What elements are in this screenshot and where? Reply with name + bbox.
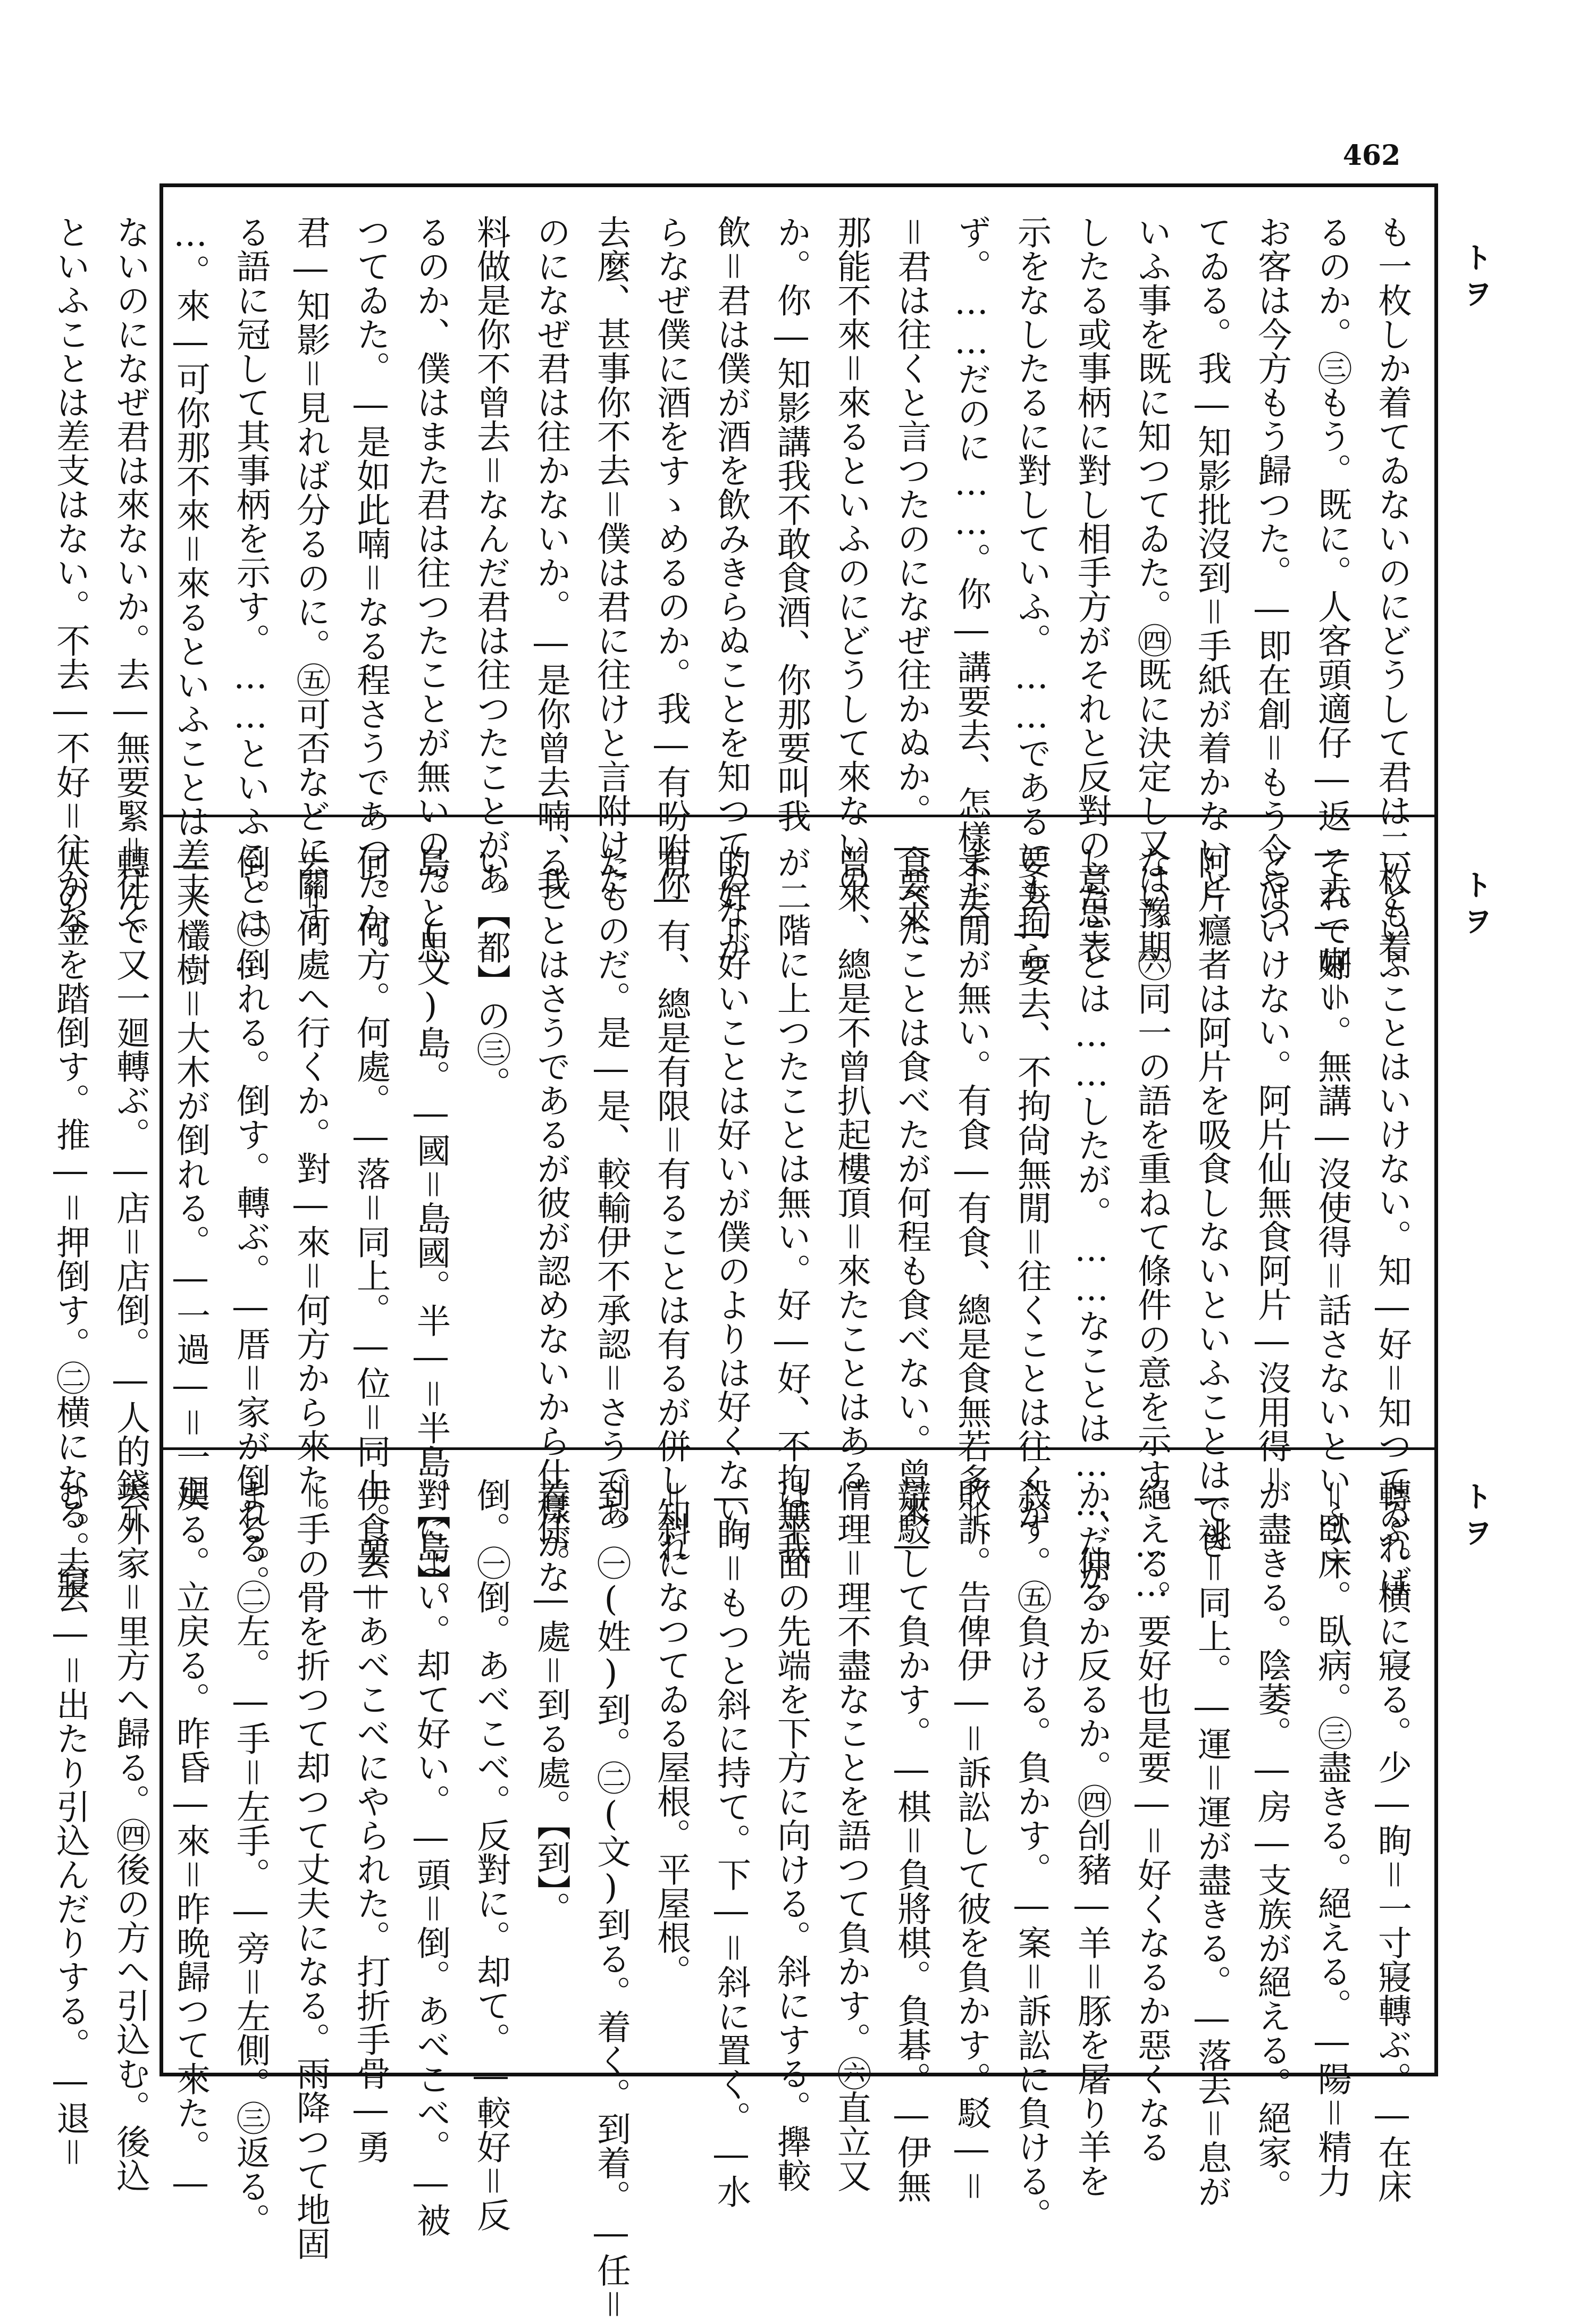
text-column: 何。何方。何處。―落＝同上。―位＝同上。要― [351,845,390,1610]
text-column: 去＝何處へ行くか。對―來＝何方から來た。 [291,845,330,1531]
text-column: 對によい。却て好い。―頭＝倒。あべこべ。―被 [411,1478,450,2237]
text-column: したる或事柄に對し相手方がそれと反對の意思表 [1072,215,1111,963]
text-column: ＝斜になつてゐる屋根。平屋根。 [651,1478,691,1988]
text-column: ることはさうであるが彼が認めないから仕樣がな [531,845,570,1594]
text-column: ―眴＝もつと斜に持て。下―＝斜に置く。―水 [711,1478,751,2208]
text-column: るのか、僕はまた君は往つたことが無いのだと思 [411,215,450,963]
text-column: 倒。㊀倒。あべこべ。反對に。却て。―較好＝反 [471,1478,510,2232]
text-column: 人の金を踏倒す。推―＝押倒す。㊁横になる。寢 [51,845,90,1599]
text-column: たものだ。是―是、較輸伊不承認＝さうであ [591,845,631,1531]
text-column: 島。(文)島。―國＝島國。半―＝半島。【島】。 [411,845,450,1615]
text-column: ―大欉樹＝大木が倒れる。―一過―＝一廻 [171,845,210,1507]
text-column: ない。㊅同一の語を重ねて條件の意を示す。…… [1132,845,1171,1604]
text-column: それで好い。無講―沒使得＝話さないといふこ [1312,845,1351,1565]
text-column: 君―知影＝見れば分るのに。㊄可否などに關す [291,215,330,935]
text-column: したことは……したが。……なことは……だが。 [1072,845,1111,1625]
text-column: 轉んで又一廻轉ぶ。―店＝店倒。―人的錢＝ [111,845,150,1536]
text-column: のになぜ君は往かないか。―是你曾去喃、我 [531,215,570,901]
text-column: 要去―要去、不拘尙無閒＝往くことは往くが [1012,845,1051,1531]
text-column: 飲＝君は僕が酒を飲みきらぬことを知つてゐなが [711,215,751,963]
text-column: 情理＝理不盡なことを語つて負かす。㊅直立又 [831,1478,871,2192]
text-column: 着任。―處＝到る處。【到】。 [531,1478,570,1925]
text-column: 到。㊀(姓)到。㊁(文)到る。着く。到着。―任＝ [591,1478,631,2321]
text-column: い。【都】の㊂。 [471,845,510,1100]
dictionary-band-3 [51,1447,1434,2321]
text-column: ないのになぜ君は來ないか。去―無要緊＝往く [111,215,150,935]
text-column: といふことは差支はない。不去―不好＝往かな [51,215,90,935]
text-column: 那能不來＝來るといふのにどうして來ないの [831,215,871,895]
text-column: む。去去―＝出たり引込んだりする。―退＝ [51,1478,90,2169]
text-column: つてゐた。―是如此喃＝なる程さうであつたか。 [351,215,390,969]
dictionary-frame [51,183,1438,2321]
dictionary-band-2 [51,815,1434,1625]
text-column: も一枚しか着てゐないのにどうして君は二枚も着 [1372,215,1412,963]
text-column: お客は今方もう歸つた。―即在創＝もう今やつ [1252,215,1291,935]
text-column: いふ事を既に知つてゐた。㊃既に決定し又は豫期 [1132,215,1171,963]
text-column: 轉ぶ。横に寢る。少―眴＝一寸寢轉ぶ。―在床 [1372,1478,1412,2203]
text-column: 絕える。要好也是要―＝好くなるか惡くなる [1132,1478,1171,2164]
text-column: 去外家＝里方へ歸る。㊃後の方へ引込む。後込 [111,1478,150,2192]
text-column: 食べたことは食べたが何程も食べない。曾來― [892,845,931,1565]
text-column: るのか。㊂もう。既に。人客頭適仔―返―去―喇＝ [1312,215,1351,1013]
text-column: 曾來、總是不曾扒起樓頂＝來たことはある [831,845,871,1492]
side-heading-2: トヲ [1458,869,1493,942]
text-column: 敗訴。告俾伊―＝訴訟して彼を負かす。駁―＝ [952,1478,991,2203]
text-column: ず。……だのに……。你―講要去、怎樣不去 [952,215,991,922]
page-number: 462 [1342,139,1401,172]
text-column: が盡きる。陰萎。―房―支族が絕える。絕家。 [1252,1478,1291,2203]
text-column: が二階に上つたことは無い。好―好、不拘無我 [771,845,811,1565]
text-column: 戻る。立戻る。昨昏―來＝昨晩歸つて來た。― [171,1478,210,2203]
text-column: …。來―可你那不來＝來るといふことは差支 [171,215,210,906]
text-column: ＝臥床。臥病。㊂盡きる。絕える。―陽＝精力 [1312,1478,1351,2198]
text-column: 示をなしたるに對していふ。……であるにも拘ら [1012,215,1051,974]
text-column: まる。㊁左。―手＝左手。―旁＝左側。㊂返る。 [231,1478,270,2237]
text-column: らなぜ僕に酒をすゝめるのか。我―有吩咐你 [651,215,691,901]
text-column: ＝君は往くと言つたのになぜ往かぬか。―要來、 [892,215,931,969]
text-column: 有―有、總是有限＝有ることは有るが併し知れ [651,845,691,1565]
side-heading-1: トヲ [1458,242,1493,314]
side-heading-3: トヲ [1458,1481,1493,1553]
text-column: か。你―知影講我不敢食酒、你那要叫我 [771,215,811,833]
text-column: てゐる。我―知影批沒到＝手紙が着かないと [1192,215,1231,901]
text-column: 伊食去＝あべこべにやられた。打折手骨―勇 [351,1478,390,2164]
text-column: ―祧＝同上。―運＝運が盡きる。―落去＝息が [1192,1478,1231,2208]
text-column: 阿片癮者は阿片を吸食しないといふことはでき [1192,845,1231,1560]
text-column: る語に冠して其事柄を示す。……といふことは… [231,215,270,979]
text-column: ＝手の骨を折つて却つて丈夫になる。雨降つて地固 [291,1478,330,2260]
text-column: いといふことはいけない。知―好＝知つてゐれば [1372,845,1412,1599]
text-column: か、伸るか反るか。㊃刣豬―羊＝豚を屠り羊を [1072,1478,1111,2198]
text-column: 辯駁して負かす。―棋＝負將棋。負碁。―伊無 [892,1478,931,2203]
text-column: 去麼、甚事你不去＝僕は君に往けと言附けた [591,215,631,895]
text-column: 倒。㊀倒れる。倒す。轉ぶ。―厝＝家が倒れる。 [231,845,270,1599]
text-column: とはいけない。阿片仙無食阿片―沒用得＝ [1252,845,1291,1497]
text-column: まだ閒が無い。有食―有食、總是食無若多＝ [952,845,991,1531]
text-column: 料做是你不曾去＝なんだ君は往つたことがあ [471,215,510,895]
text-column: 殺す。㊄負ける。負かす。―案＝訴訟に負ける。 [1012,1478,1051,2232]
text-column: 的好＝好いことは好いが僕のよりは好くない。 [711,845,751,1560]
text-column: は平面の先端を下方に向ける。斜にする。攑較 [771,1478,811,2192]
